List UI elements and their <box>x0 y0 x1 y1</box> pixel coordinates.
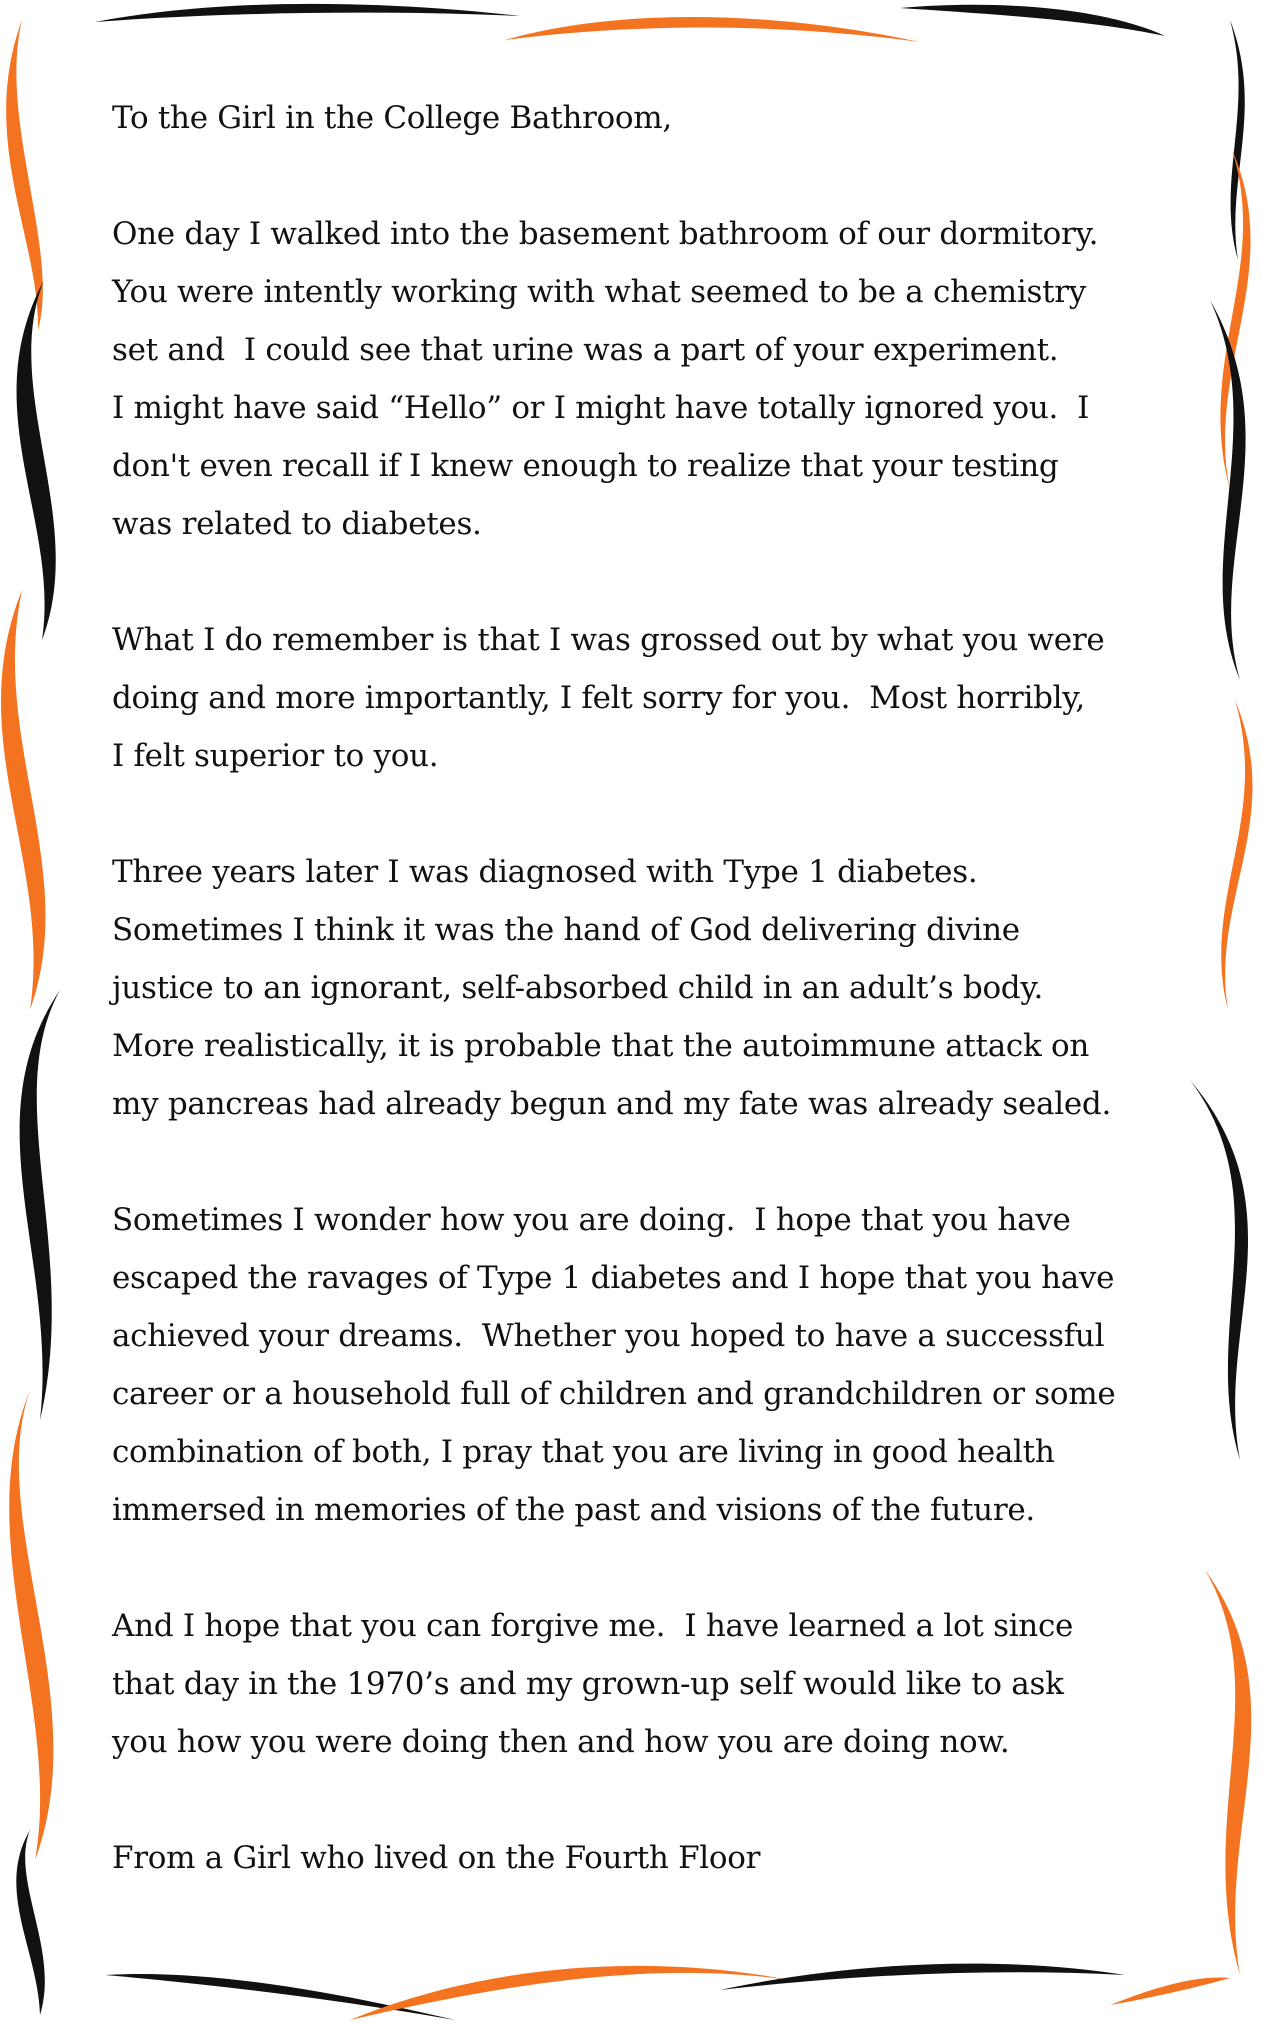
letter-line: set and I could see that urine was a part of your experiment. <box>112 332 1059 368</box>
left-ribbon-black-2 <box>20 990 60 1420</box>
letter-line: One day I walked into the basement bathroom of our dormitory. <box>112 216 1099 252</box>
letter-salutation: To the Girl in the College Bathroom, <box>112 100 672 136</box>
letter-line: you how you were doing then and how you are doing now. <box>112 1724 1010 1760</box>
letter-line: And I hope that you can forgive me. I have learned a lot since <box>112 1608 1074 1644</box>
right-ribbon-orange-2 <box>1221 700 1252 1010</box>
left-ribbon-orange-2 <box>1 590 45 1010</box>
left-ribbon-black-3 <box>16 1830 44 2015</box>
letter-line: justice to an ignorant, self-absorbed child in an adult’s body. <box>112 970 1044 1006</box>
top-ribbon-left-black <box>95 4 520 22</box>
right-ribbon-black-3 <box>1190 1080 1248 1460</box>
letter-closing: From a Girl who lived on the Fourth Floor <box>112 1840 761 1876</box>
letter-line: achieved your dreams. Whether you hoped to have a successful <box>112 1318 1105 1354</box>
right-ribbon-orange-3 <box>1205 1570 1251 1975</box>
letter-line: combination of both, I pray that you are living in good health <box>112 1434 1055 1470</box>
letter-line: don't even recall if I knew enough to realize that your testing <box>112 448 1059 484</box>
letter-line: Sometimes I think it was the hand of God delivering divine <box>112 912 1020 948</box>
bottom-ribbon-left-black <box>105 1974 455 2020</box>
right-ribbon-black-1 <box>1230 20 1245 260</box>
letter-line: immersed in memories of the past and visions of the future. <box>112 1492 1035 1528</box>
top-ribbon-right-black <box>900 5 1165 36</box>
letter-line: career or a household full of children and grandchildren or some <box>112 1376 1116 1412</box>
letter-line: was related to diabetes. <box>112 506 482 542</box>
bottom-ribbon-right-black <box>720 1964 1125 1990</box>
letter-line: escaped the ravages of Type 1 diabetes and I hope that you have <box>112 1260 1115 1296</box>
letter-line: my pancreas had already begun and my fate was already sealed. <box>112 1086 1111 1122</box>
letter-line: Three years later I was diagnosed with Type 1 diabetes. <box>112 854 978 890</box>
left-ribbon-orange-3 <box>9 1390 53 1860</box>
top-ribbon-mid-orange <box>505 17 920 42</box>
letter-line: Sometimes I wonder how you are doing. I hope that you have <box>112 1202 1071 1238</box>
letter-line: More realistically, it is probable that the autoimmune attack on <box>112 1028 1090 1064</box>
letter-line: What I do remember is that I was grossed out by what you were <box>112 622 1105 658</box>
letter-line: You were intently working with what seemed to be a chemistry <box>112 274 1087 310</box>
letter-line: I might have said “Hello” or I might have totally ignored you. I <box>112 390 1090 426</box>
letter-line: that day in the 1970’s and my grown-up self would like to ask <box>112 1666 1064 1702</box>
left-ribbon-orange-1 <box>6 20 43 330</box>
left-ribbon-black-1 <box>17 280 56 640</box>
bottom-ribbon-right-orange <box>1110 1977 1230 2005</box>
letter-line: doing and more importantly, I felt sorry for you. Most horribly, <box>112 680 1085 716</box>
letter-line: I felt superior to you. <box>112 738 439 774</box>
